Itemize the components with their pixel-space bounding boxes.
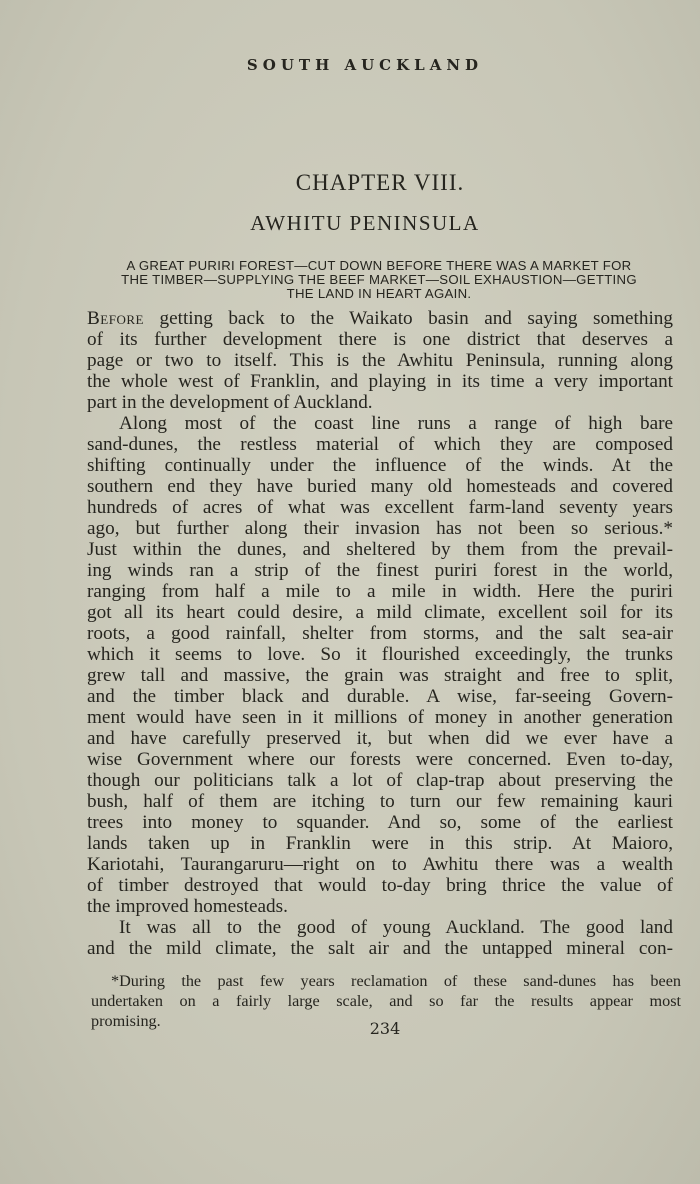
body-line: of timber destroyed that would to-day bring thrice the value of [87,875,673,896]
body-line [87,308,673,329]
lead-word: Before [87,308,144,329]
body-line: the whole west of Franklin, and playing in its time a very important [87,371,673,392]
body-line: Kariotahi, Taurangaruru—right on to Awhitu there was a wealth [87,854,673,875]
body-line: Just within the dunes, and sheltered by them from the prevail- [87,539,673,560]
body-line: lands taken up in Franklin were in this strip. At Maioro, [87,833,673,854]
body-line: ago, but further along their invasion has not been so serious.* [87,518,673,539]
body-line: roots, a good rainfall, shelter from storms, and the salt sea-air [87,623,673,644]
body-line: and the mild climate, the salt air and the untapped mineral con- [87,938,673,959]
body-line: and the timber black and durable. A wise, far-seeing Govern- [87,686,673,707]
running-head: SOUTH AUCKLAND [246,56,484,74]
body-line: ment would have seen in it millions of money in another generation [87,707,673,728]
body-line: though our politicians talk a lot of clap-trap about preserving the [87,770,673,791]
body-line: wise Government where our forests were concerned. Even to-day, [87,749,673,770]
page-number: 234 [369,1019,401,1038]
body-line: Along most of the coast line runs a range of high bare [119,413,673,434]
footnote-line: undertaken on a fairly large scale, and so far the results appear most [91,992,681,1010]
body-line: got all its heart could desire, a mild climate, excellent soil for its [87,602,673,623]
synopsis-line: THE LAND IN HEART AGAIN. [286,286,472,301]
body-line: ing winds ran a strip of the finest puriri forest in the world, [87,560,673,581]
body-line: trees into money to squander. And so, some of the earliest [87,812,673,833]
body-line: page or two to itself. This is the Awhitu Peninsula, running along [87,350,673,371]
footnote-line: *During the past few years reclamation of these sand-dunes has been [111,972,681,990]
chapter-title: AWHITU PENINSULA [250,211,480,235]
chapter-synopsis [86,259,672,301]
body-line: ranging from half a mile to a mile in width. Here the puriri [87,581,673,602]
body-line: of its further development there is one district that deserves a [87,329,673,350]
body-line: sand-dunes, the restless material of which they are composed [87,434,673,455]
body-line: shifting continually under the influence of the winds. At the [87,455,673,476]
body-text [87,308,673,959]
body-line: southern end they have buried many old homesteads and covered [87,476,673,497]
synopsis-line: THE TIMBER—SUPPLYING THE BEEF MARKET—SOIL EXHAUSTION—GETTING [121,272,637,287]
body-line: and have carefully preserved it, but when did we ever have a [87,728,673,749]
body-line: the improved homesteads. [87,896,288,917]
body-line: grew tall and massive, the grain was straight and free to split, [87,665,673,686]
body-line: which it seems to love. So it flourished exceedingly, the trunks [87,644,673,665]
body-line: part in the development of Auckland. [87,392,373,413]
chapter-number: CHAPTER VIII. [295,170,465,195]
body-line-text: getting back to the Waikato basin and saying something [143,308,673,329]
footnote-line: promising. [91,1012,161,1030]
body-line: hundreds of acres of what was excellent farm-land seventy years [87,497,673,518]
body-line: It was all to the good of young Auckland. The good land [119,917,673,938]
synopsis-line: A GREAT PURIRI FOREST—CUT DOWN BEFORE THERE WAS A MARKET FOR [126,258,632,273]
body-line: bush, half of them are itching to turn our few remaining kauri [87,791,673,812]
